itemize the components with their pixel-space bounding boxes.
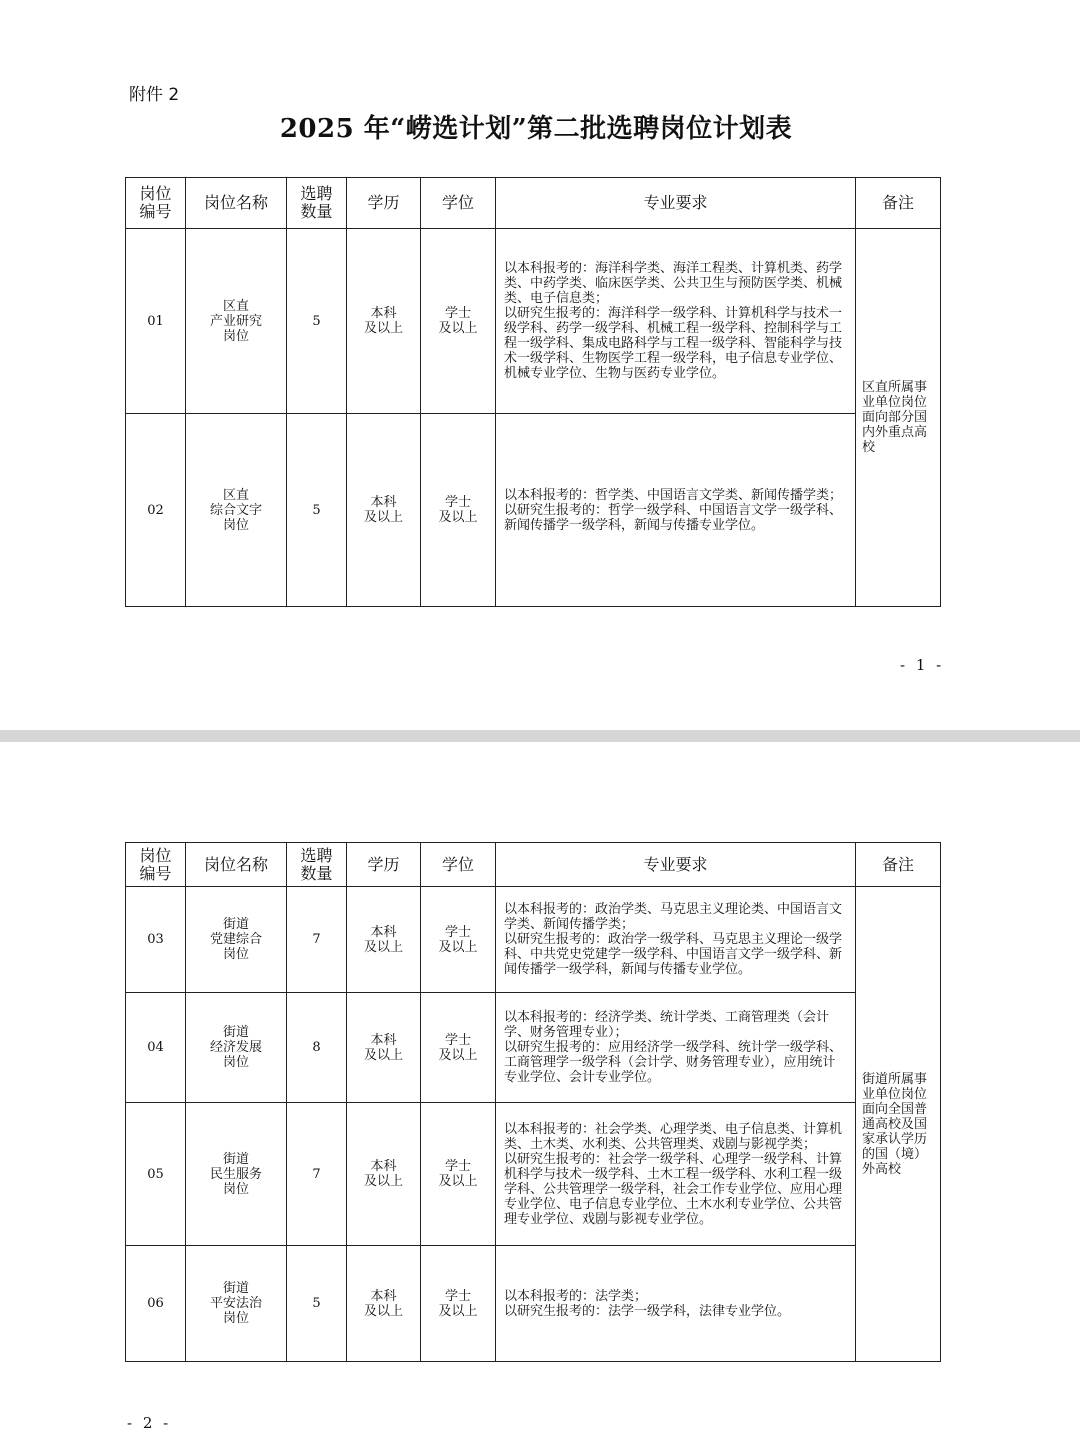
remark-subdistrict: 街道所属事业单位岗位面向全国普通高校及国家承认学历的国（境）外高校 — [856, 887, 941, 1362]
position-degree: 学士 及以上 — [421, 993, 496, 1103]
table-row — [126, 887, 941, 993]
header-degree: 学位 — [421, 843, 496, 887]
position-quantity: 7 — [287, 887, 347, 993]
major-requirement: 以本科报考的：经济学类、统计学类、工商管理类（会计学、财务管理专业）； 以研究生报考的：应用经济学一级学科、统计学一级学科、工商管理学一级学科（会计学、财务管理专业），应用统计专业学位、会计专业学位。 — [496, 993, 856, 1103]
position-code: 02 — [126, 414, 186, 607]
attachment-label: 附件 2 — [129, 85, 180, 105]
position-quantity: 8 — [287, 993, 347, 1103]
table-row — [126, 414, 941, 607]
position-degree: 学士 及以上 — [421, 1103, 496, 1246]
table-row — [126, 993, 941, 1103]
major-requirement: 以本科报考的：哲学类、中国语言文学类、新闻传播学类； 以研究生报考的：哲学一级学科、中国语言文学一级学科、新闻传播学一级学科，新闻与传播专业学位。 — [496, 414, 856, 607]
header-code: 岗位 编号 — [126, 178, 186, 229]
table-row — [126, 1246, 941, 1362]
position-education: 本科 及以上 — [347, 229, 421, 414]
position-quantity: 5 — [287, 229, 347, 414]
table-header-row — [126, 178, 941, 229]
position-plan-table-page-1 — [125, 177, 941, 607]
document-title: 2025 年“崂选计划”第二批选聘岗位计划表 — [279, 114, 793, 144]
position-education: 本科 及以上 — [347, 414, 421, 607]
header-major: 专业要求 — [496, 843, 856, 887]
major-requirement: 以本科报考的：法学类； 以研究生报考的：法学一级学科，法律专业学位。 — [496, 1246, 856, 1362]
position-quantity: 7 — [287, 1103, 347, 1246]
major-requirement: 以本科报考的：社会学类、心理学类、电子信息类、计算机类、土木类、水利类、公共管理类、戏剧与影视学类； 以研究生报考的：社会学一级学科、心理学一级学科、计算机科学与技术一级学科、土木工程一级学科、水利工程一级学科、公共管理学一级学科，社会工作专业学位、应用心理专业学位、电子信息专业学位、土木水利专业学位、公共管理专业学位、戏剧与影视专业学位。 — [496, 1103, 856, 1246]
header-remark: 备注 — [856, 843, 941, 887]
position-education: 本科 及以上 — [347, 993, 421, 1103]
major-requirement: 以本科报考的：海洋科学类、海洋工程类、计算机类、药学类、中药学类、临床医学类、公共卫生与预防医学类、机械类、电子信息类； 以研究生报考的：海洋科学一级学科、计算机科学与技术一级学科、药学一级学科、机械工程一级学科、控制科学与工程一级学科、集成电路科学与工程一级学科、智能科学与技术一级学科、生物医学工程一级学科，电子信息专业学位、机械专业学位、生物与医药专业学位。 — [496, 229, 856, 414]
table-header-row — [126, 843, 941, 887]
position-name: 街道 党建综合 岗位 — [186, 887, 287, 993]
page-number-1: - 1 - — [900, 656, 945, 674]
major-requirement: 以本科报考的：政治学类、马克思主义理论类、中国语言文学类、新闻传播学类； 以研究生报考的：政治学一级学科、马克思主义理论一级学科、中共党史党建学一级学科、中国语言文学一级学科、新闻传播学一级学科，新闻与传播专业学位。 — [496, 887, 856, 993]
position-name: 街道 经济发展 岗位 — [186, 993, 287, 1103]
page-number-2: - 2 - — [127, 1414, 172, 1432]
position-education: 本科 及以上 — [347, 1246, 421, 1362]
position-degree: 学士 及以上 — [421, 1246, 496, 1362]
position-quantity: 5 — [287, 1246, 347, 1362]
position-degree: 学士 及以上 — [421, 887, 496, 993]
position-plan-table-page-2 — [125, 842, 941, 1362]
position-name: 区直 产业研究 岗位 — [186, 229, 287, 414]
position-code: 06 — [126, 1246, 186, 1362]
position-code: 05 — [126, 1103, 186, 1246]
position-name: 街道 平安法治 岗位 — [186, 1246, 287, 1362]
header-major: 专业要求 — [496, 178, 856, 229]
position-quantity: 5 — [287, 414, 347, 607]
document-page-2 — [0, 742, 1080, 1448]
position-degree: 学士 及以上 — [421, 229, 496, 414]
position-degree: 学士 及以上 — [421, 414, 496, 607]
header-quantity: 选聘 数量 — [287, 178, 347, 229]
header-degree: 学位 — [421, 178, 496, 229]
position-education: 本科 及以上 — [347, 887, 421, 993]
header-quantity: 选聘 数量 — [287, 843, 347, 887]
remark-district: 区直所属事业单位岗位面向部分国内外重点高校 — [856, 229, 941, 607]
header-name: 岗位名称 — [186, 843, 287, 887]
position-code: 01 — [126, 229, 186, 414]
header-education: 学历 — [347, 178, 421, 229]
position-education: 本科 及以上 — [347, 1103, 421, 1246]
header-code: 岗位 编号 — [126, 843, 186, 887]
table-row — [126, 1103, 941, 1246]
header-education: 学历 — [347, 843, 421, 887]
position-name: 区直 综合文字 岗位 — [186, 414, 287, 607]
position-name: 街道 民生服务 岗位 — [186, 1103, 287, 1246]
header-name: 岗位名称 — [186, 178, 287, 229]
position-code: 03 — [126, 887, 186, 993]
position-code: 04 — [126, 993, 186, 1103]
header-remark: 备注 — [856, 178, 941, 229]
page-separator — [0, 730, 1080, 742]
table-row — [126, 229, 941, 414]
